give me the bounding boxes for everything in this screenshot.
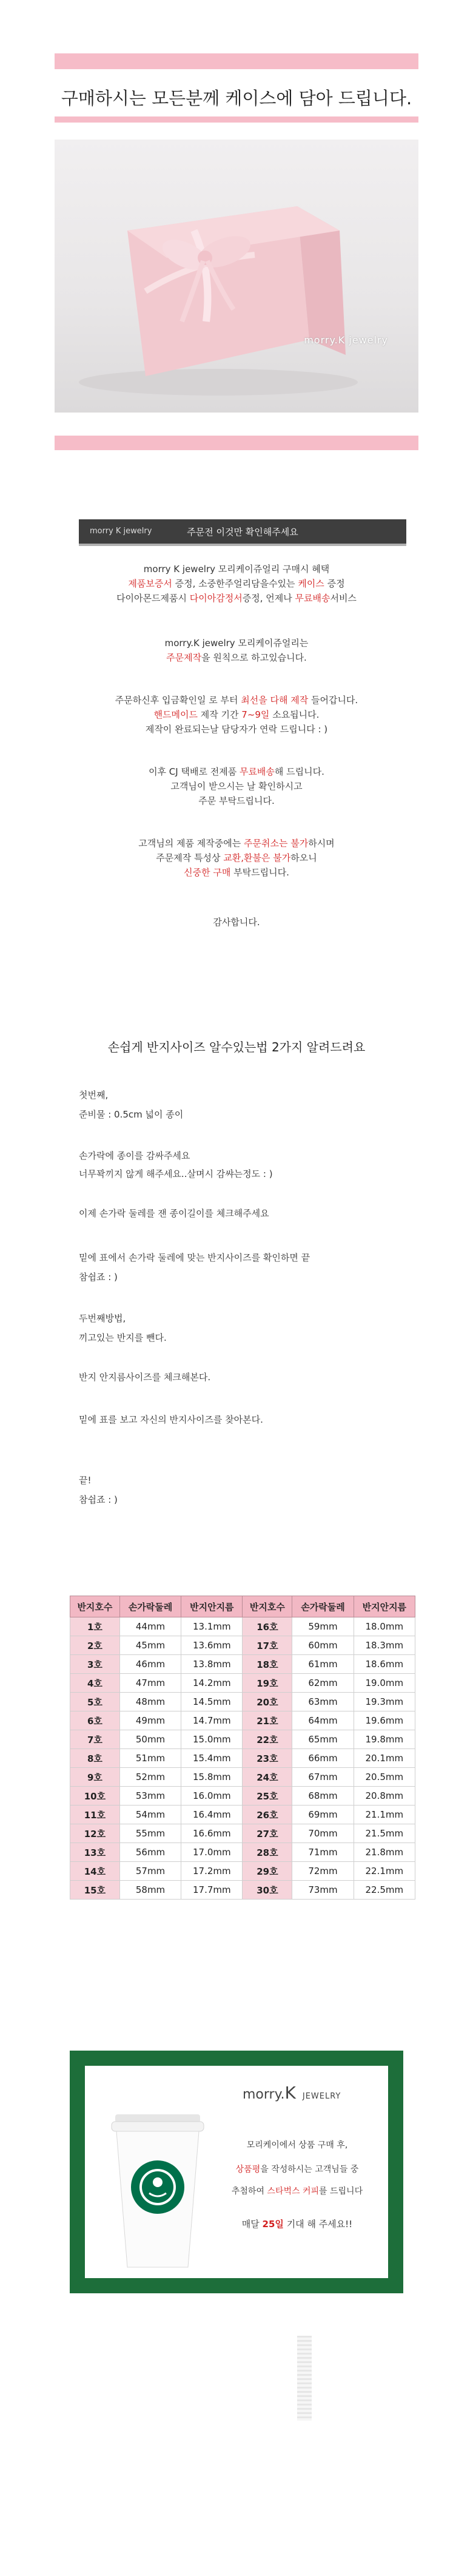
guide-line: 두번째방법, bbox=[79, 1313, 126, 1324]
guide-line: 참쉽죠 : ) bbox=[79, 1272, 118, 1283]
notice-production-line-2: 핸드메이드 제작 기간 7~9일 소요됩니다. bbox=[153, 709, 320, 720]
table-cell: 21.1mm bbox=[354, 1806, 415, 1824]
table-cell: 19.0mm bbox=[354, 1674, 415, 1693]
guide-line: 끝! bbox=[79, 1475, 92, 1486]
table-header: 반지호수 bbox=[243, 1596, 292, 1617]
table-cell: 6호 bbox=[70, 1711, 120, 1730]
table-header: 반지안지름 bbox=[181, 1596, 243, 1617]
table-cell: 63mm bbox=[292, 1693, 354, 1711]
table-cell: 25호 bbox=[243, 1787, 292, 1806]
event-brand: morry.K JEWELRY bbox=[243, 2083, 341, 2103]
table-row bbox=[70, 1806, 415, 1824]
table-header: 손가락둘레 bbox=[292, 1596, 354, 1617]
table-cell: 16.0mm bbox=[181, 1787, 243, 1806]
table-cell: 19.6mm bbox=[354, 1711, 415, 1730]
event-panel bbox=[85, 2066, 388, 2278]
table-cell: 59mm bbox=[292, 1617, 354, 1636]
table-cell: 17.0mm bbox=[181, 1843, 243, 1862]
table-cell: 1호 bbox=[70, 1617, 120, 1636]
table-cell: 55mm bbox=[119, 1824, 181, 1843]
notice-production-line-1: 주문하신후 입금확인일 로 부터 최선을 다해 제작 들어갑니다. bbox=[115, 695, 358, 706]
notice-header-title: 주문전 이것만 확인해주세요 bbox=[187, 527, 298, 538]
table-cell: 19.8mm bbox=[354, 1730, 415, 1749]
table-cell: 13호 bbox=[70, 1843, 120, 1862]
photo-brand-watermark: morry.K jewelry bbox=[304, 334, 388, 346]
table-cell: 21호 bbox=[243, 1711, 292, 1730]
notice-header-brand: morry K jewelry bbox=[90, 527, 152, 536]
event-line-1: 모리케이에서 상품 구매 후, bbox=[246, 2140, 348, 2150]
guide-line: 밑에 표를 보고 자신의 반지사이즈를 찾아본다. bbox=[79, 1414, 263, 1425]
table-cell: 69mm bbox=[292, 1806, 354, 1824]
guide-line: 첫번째, bbox=[79, 1090, 109, 1101]
notice-header-underline bbox=[79, 544, 406, 546]
table-cell: 67mm bbox=[292, 1768, 354, 1787]
table-cell: 5호 bbox=[70, 1693, 120, 1711]
table-cell: 10호 bbox=[70, 1787, 120, 1806]
table-row bbox=[70, 1711, 415, 1730]
gift-box-illustration bbox=[55, 140, 418, 413]
table-header: 반지호수 bbox=[70, 1596, 120, 1617]
table-cell: 13.1mm bbox=[181, 1617, 243, 1636]
guide-line: 이제 손가락 둘레를 잰 종이길이를 체크해주세요 bbox=[79, 1208, 269, 1219]
table-cell: 21.8mm bbox=[354, 1843, 415, 1862]
table-row bbox=[70, 1787, 415, 1806]
table-cell: 9호 bbox=[70, 1768, 120, 1787]
table-row bbox=[70, 1768, 415, 1787]
table-cell: 17호 bbox=[243, 1636, 292, 1655]
table-cell: 45mm bbox=[119, 1636, 181, 1655]
table-cell: 20.5mm bbox=[354, 1768, 415, 1787]
guide-line: 밑에 표에서 손가락 둘레에 맞는 반지사이즈를 확인하면 끝 bbox=[79, 1252, 310, 1263]
table-row bbox=[70, 1881, 415, 1900]
table-cell: 13.8mm bbox=[181, 1655, 243, 1674]
table-cell: 14.7mm bbox=[181, 1711, 243, 1730]
table-header: 손가락둘레 bbox=[119, 1596, 181, 1617]
table-cell: 18호 bbox=[243, 1655, 292, 1674]
notice-custom-line-2: 주문제작을 원칙으로 하고있습니다. bbox=[166, 652, 307, 663]
notice-shipping-line-2: 고객님이 받으시는 날 확인하시고 bbox=[170, 781, 303, 792]
table-cell: 30호 bbox=[243, 1881, 292, 1900]
table-cell: 18.0mm bbox=[354, 1617, 415, 1636]
notice-thanks: 감사합니다. bbox=[213, 917, 260, 928]
table-cell: 70mm bbox=[292, 1824, 354, 1843]
notice-benefit-line-2: 제품보증서 증정, 소중한주얼리담을수있는 케이스 증정 bbox=[128, 578, 345, 589]
starbucks-cup-icon bbox=[103, 2108, 212, 2272]
table-cell: 14.5mm bbox=[181, 1693, 243, 1711]
table-cell: 46mm bbox=[119, 1655, 181, 1674]
notice-production-line-3: 제작이 완료되는날 담당자가 연락 드립니다 : ) bbox=[145, 724, 328, 735]
table-header-row bbox=[70, 1596, 415, 1617]
notice-benefit-line-3: 다이아몬드제품시 다이아감정서증정, 언제나 무료배송서비스 bbox=[116, 593, 357, 604]
table-row bbox=[70, 1862, 415, 1881]
table-row bbox=[70, 1674, 415, 1693]
table-cell: 13.6mm bbox=[181, 1636, 243, 1655]
table-cell: 47mm bbox=[119, 1674, 181, 1693]
table-cell: 64mm bbox=[292, 1711, 354, 1730]
table-cell: 22.1mm bbox=[354, 1862, 415, 1881]
table-cell: 60mm bbox=[292, 1636, 354, 1655]
notice-custom-line-1: morry.K jewelry 모리케이쥬얼리는 bbox=[164, 638, 309, 649]
table-row bbox=[70, 1843, 415, 1862]
table-cell: 17.2mm bbox=[181, 1862, 243, 1881]
table-cell: 16.6mm bbox=[181, 1824, 243, 1843]
table-row bbox=[70, 1824, 415, 1843]
table-cell: 15호 bbox=[70, 1881, 120, 1900]
table-cell: 58mm bbox=[119, 1881, 181, 1900]
table-cell: 15.8mm bbox=[181, 1768, 243, 1787]
table-cell: 16호 bbox=[243, 1617, 292, 1636]
guide-line: 참쉽죠 : ) bbox=[79, 1494, 118, 1505]
table-cell: 68mm bbox=[292, 1787, 354, 1806]
notice-policy-line-2: 주문제작 특성상 교환,환불은 불가하오니 bbox=[156, 852, 317, 863]
table-header: 반지안지름 bbox=[354, 1596, 415, 1617]
table-cell: 21.5mm bbox=[354, 1824, 415, 1843]
table-cell: 15.4mm bbox=[181, 1749, 243, 1768]
table-cell: 19.3mm bbox=[354, 1693, 415, 1711]
event-line-3: 추첨하여 스타벅스 커피를 드립니다 bbox=[231, 2187, 363, 2196]
table-body bbox=[70, 1617, 415, 1900]
table-cell: 12호 bbox=[70, 1824, 120, 1843]
table-cell: 17.7mm bbox=[181, 1881, 243, 1900]
table-cell: 11호 bbox=[70, 1806, 120, 1824]
table-cell: 2호 bbox=[70, 1636, 120, 1655]
table-cell: 18.3mm bbox=[354, 1636, 415, 1655]
table-row bbox=[70, 1655, 415, 1674]
table-cell: 54mm bbox=[119, 1806, 181, 1824]
table-cell: 19호 bbox=[243, 1674, 292, 1693]
page-end-strip bbox=[297, 2336, 312, 2421]
table-cell: 26호 bbox=[243, 1806, 292, 1824]
table-cell: 65mm bbox=[292, 1730, 354, 1749]
notice-benefit-line-1: morry K jewelry 모리케이쥬얼리 구매시 혜택 bbox=[143, 564, 330, 575]
table-cell: 20.8mm bbox=[354, 1787, 415, 1806]
table-cell: 27호 bbox=[243, 1824, 292, 1843]
table-cell: 61mm bbox=[292, 1655, 354, 1674]
table-cell: 22.5mm bbox=[354, 1881, 415, 1900]
table-cell: 22호 bbox=[243, 1730, 292, 1749]
table-cell: 15.0mm bbox=[181, 1730, 243, 1749]
ring-guide-title: 손쉽게 반지사이즈 알수있는법 2가지 알려드려요 bbox=[107, 1040, 366, 1054]
headline-underline-band bbox=[55, 116, 418, 123]
event-line-2: 상품평을 작성하시는 고객님들 중 bbox=[235, 2165, 359, 2174]
table-cell: 57mm bbox=[119, 1862, 181, 1881]
table-cell: 44mm bbox=[119, 1617, 181, 1636]
table-row bbox=[70, 1636, 415, 1655]
guide-line: 준비물 : 0.5cm 넓이 종이 bbox=[79, 1109, 184, 1120]
event-line-4: 매달 25일 기대 해 주세요!! bbox=[241, 2219, 353, 2230]
table-cell: 14호 bbox=[70, 1862, 120, 1881]
table-cell: 3호 bbox=[70, 1655, 120, 1674]
notice-shipping-line-3: 주문 부탁드립니다. bbox=[198, 795, 275, 806]
table-cell: 48mm bbox=[119, 1693, 181, 1711]
table-row bbox=[70, 1617, 415, 1636]
table-row bbox=[70, 1693, 415, 1711]
top-pink-band bbox=[55, 53, 418, 69]
table-cell: 73mm bbox=[292, 1881, 354, 1900]
table-row bbox=[70, 1730, 415, 1749]
case-gift-headline: 구매하시는 모든분께 케이스에 담아 드립니다. bbox=[61, 88, 412, 109]
notice-header-bar bbox=[79, 519, 406, 544]
table-row bbox=[70, 1749, 415, 1768]
gift-box-photo bbox=[55, 140, 418, 413]
table-cell: 28호 bbox=[243, 1843, 292, 1862]
table-cell: 49mm bbox=[119, 1711, 181, 1730]
table-cell: 50mm bbox=[119, 1730, 181, 1749]
table-cell: 24호 bbox=[243, 1768, 292, 1787]
table-cell: 56mm bbox=[119, 1843, 181, 1862]
table-cell: 53mm bbox=[119, 1787, 181, 1806]
table-cell: 7호 bbox=[70, 1730, 120, 1749]
table-cell: 51mm bbox=[119, 1749, 181, 1768]
table-cell: 8호 bbox=[70, 1749, 120, 1768]
table-cell: 52mm bbox=[119, 1768, 181, 1787]
guide-line: 손가락에 종이를 감싸주세요 bbox=[79, 1150, 190, 1161]
table-cell: 20호 bbox=[243, 1693, 292, 1711]
table-cell: 14.2mm bbox=[181, 1674, 243, 1693]
guide-line: 끼고있는 반지를 뺀다. bbox=[79, 1332, 167, 1343]
notice-shipping-line-1: 이후 CJ 택배로 전제품 무료배송해 드립니다. bbox=[149, 766, 324, 777]
table-cell: 66mm bbox=[292, 1749, 354, 1768]
guide-line: 반지 안지름사이즈를 체크해본다. bbox=[79, 1372, 211, 1383]
table-cell: 16.4mm bbox=[181, 1806, 243, 1824]
table-cell: 20.1mm bbox=[354, 1749, 415, 1768]
table-cell: 23호 bbox=[243, 1749, 292, 1768]
notice-policy-line-3: 신중한 구매 부탁드립니다. bbox=[184, 867, 289, 878]
ring-size-table bbox=[70, 1596, 415, 1900]
table-cell: 29호 bbox=[243, 1862, 292, 1881]
bottom-pink-band bbox=[55, 436, 418, 450]
notice-policy-line-1: 고객님의 제품 제작중에는 주문취소는 불가하시며 bbox=[138, 838, 335, 849]
table-cell: 4호 bbox=[70, 1674, 120, 1693]
table-cell: 18.6mm bbox=[354, 1655, 415, 1674]
table-cell: 71mm bbox=[292, 1843, 354, 1862]
guide-line: 너무꽉끼지 않게 해주세요..살며시 감쌰는정도 : ) bbox=[79, 1168, 273, 1179]
table-cell: 62mm bbox=[292, 1674, 354, 1693]
table-cell: 72mm bbox=[292, 1862, 354, 1881]
